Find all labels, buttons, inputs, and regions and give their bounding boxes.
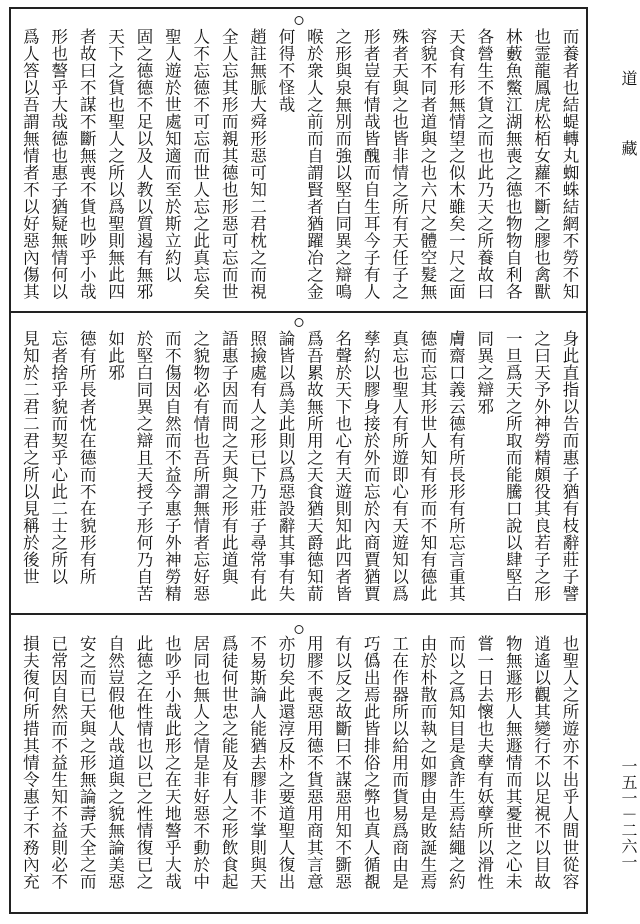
text-column: 語惠子因而問之天與之形有此道與 [219, 330, 239, 585]
panel-divider-lower [9, 613, 588, 615]
text-column: 身此直指以告而惠子猶有枝辭莊子譬 [560, 330, 579, 602]
text-column: 全人忘其形而親其德也形惡可忘而世 [219, 28, 239, 300]
text-column: 而以之爲知目是貪詐生焉結繩之約 [446, 635, 466, 890]
text-column: 真忘也聖人有所遊即心有天遊知以爲 [389, 330, 409, 602]
text-column: 由於朴散而執之如膠由是敗誕生焉 [418, 635, 437, 890]
text-column: 爲吾累故無所用之天食猶天爵德知葥 [304, 330, 324, 602]
text-column: 天食有形無情望之似木雖矣一尺之面 [446, 28, 466, 300]
text-panel-lower [14, 635, 582, 911]
text-column: 此德之在性情也以已之性情復已之 [134, 635, 153, 890]
text-column: 逍遙以觀其變行不以足視不以目故 [531, 635, 551, 890]
text-column: 自然豈假他人哉道與之貌無論美惡 [105, 635, 125, 890]
text-column: 同異之辯邪 [474, 330, 494, 415]
text-column: 物無遯形人無遯情而其憂世之心未 [503, 635, 523, 890]
text-column: 各營生不貨之而也此乃天之所養故曰 [474, 28, 494, 300]
text-column: 已常因自然而不益生知不益則必不 [48, 635, 68, 890]
text-column: 固之德德不足以及人教以質遏有無邪 [134, 28, 153, 300]
text-column: 德而忘其形世人知有形而不知有德此 [418, 330, 437, 602]
text-column: 德有所長者忱在德而不在貌形有所 [77, 330, 97, 585]
text-panel-middle [14, 330, 582, 610]
text-column: 之貌物必有情也吾所謂無情者忘好惡 [190, 330, 210, 602]
text-column: 用膠不喪惡用德不貨惡用商其言意 [304, 635, 324, 890]
text-column: 者故曰不謀不斷無喪不貨也吵乎小哉 [77, 28, 97, 300]
text-column: 安之而已天與之形無論壽夭全之而 [77, 635, 97, 890]
text-column: 損夫復何所措其情令惠子不務內充 [20, 635, 40, 890]
panel-divider-upper [9, 311, 588, 313]
text-column: 之曰天予外神勞精頗役其良若子之形 [531, 330, 551, 602]
text-column: 嘗一日去懷也夫孽有妖孽所以滑性 [474, 635, 494, 890]
text-column: 爲人答以吾謂無情者不以好惡內傷其 [20, 28, 40, 300]
text-column: 聖人遊於世處知適而至於斯立約以 [162, 28, 182, 283]
text-column: 形也謷乎大哉德也惠子猶疑無情何以 [48, 28, 68, 300]
text-panel-upper [14, 28, 582, 308]
text-column: 孳約以膠身接於外而忘於內商賈猶賈 [361, 330, 381, 602]
text-column: 工在作器所以給用而貨易爲商由是 [389, 635, 409, 890]
text-column: 趙註無脈大舜形惡可知二君枕之而視 [247, 28, 267, 300]
text-column: 居同也無人之情是非好惡不動於中 [190, 635, 210, 890]
text-column: 也霊龍鳳虎松栢女蘿不斷之膠也禽獸 [531, 28, 551, 300]
text-column: 喉於衆人之前而自謂賢者猶躍冶之金 [304, 28, 324, 300]
text-column: 人不忘德不可忘而世人忘之此真忘矣 [190, 28, 210, 300]
text-column: 容貌不同者道與之也六尺之體空髮無 [418, 28, 437, 300]
text-column: 不易斯論人能猶去膠非不掌則與天 [247, 635, 267, 890]
text-column: 巧僞出焉此皆排俗之弊也真人循覩 [361, 635, 381, 890]
margin-volume-mark: 藏 [619, 140, 638, 156]
binding-hole-icon [295, 16, 304, 25]
binding-hole-icon [295, 318, 304, 327]
text-column: 而養者也結蝭轉丸蜘蛛結網不勞不知 [560, 28, 579, 300]
text-column: 有以反之故斷曰不謀惡用知不斵惡 [332, 635, 352, 890]
margin-page-number: 一五一－二六一 [619, 758, 638, 870]
text-column: 而不傷因自然而不益今惠子外神勞精 [162, 330, 182, 602]
text-column: 見知於二君二君之所以見稱於後世 [20, 330, 40, 585]
binding-hole-icon [295, 625, 304, 634]
text-column: 形者豈有情哉皆醜而自生耳今子有人 [361, 28, 381, 300]
text-column: 天下之貨也聖人之所以爲聖則無此四 [105, 28, 125, 300]
text-column: 殊者天與之也皆非情之所有天任子之 [389, 28, 409, 300]
text-column: 論皆以爲美此則以爲惡設辭其事有失 [276, 330, 295, 602]
text-column: 亦切矣此還淳反朴之要道聖人復出 [276, 635, 295, 890]
text-column: 也吵乎小哉此形之在天地謷乎大哉 [162, 635, 182, 890]
text-column: 也聖人之所遊亦不出乎人間世從容 [560, 635, 579, 890]
text-column: 忘者捨乎貌而契乎心此二士之所以 [48, 330, 68, 585]
text-column: 之形與泉無別而強以堅白同異之辯鳴 [332, 28, 352, 300]
text-column: 何得不怪哉 [276, 28, 295, 113]
margin-collection-title: 道 [619, 70, 638, 86]
text-column: 名聲於天下也心有天遊則知此四者皆 [332, 330, 352, 602]
text-column: 林藪魚鱉江湖無喪之德也物物自利各 [503, 28, 523, 300]
text-column: 一旦爲天之所取而能騰口說以肆堅白 [503, 330, 523, 602]
text-column: 爲徒何世忠之能及有人之形飲食起 [219, 635, 239, 890]
text-column: 於堅白同異之辯且天授子形何乃自苦 [134, 330, 153, 602]
text-column: 膚齋口義云德有所長形有所忘言重其 [446, 330, 466, 602]
text-column: 照撿處有人之形已下乃莊子尋常有此 [247, 330, 267, 602]
text-column: 如此邪 [105, 330, 125, 381]
